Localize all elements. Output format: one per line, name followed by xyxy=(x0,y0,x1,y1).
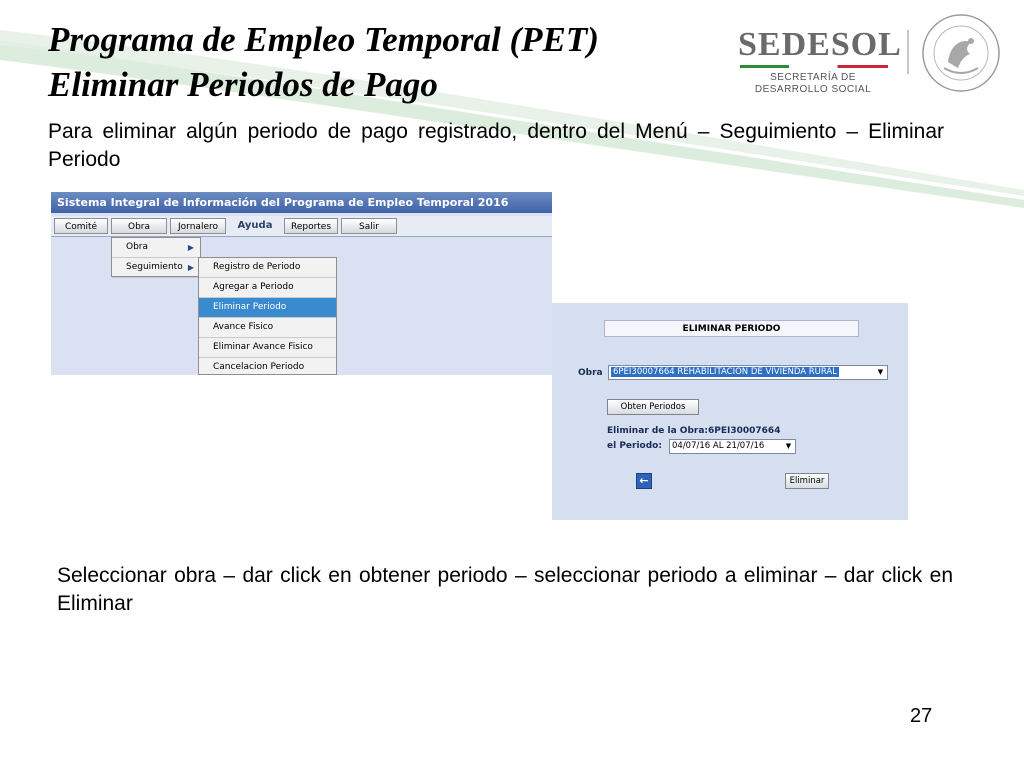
submenu-eliminar-periodo[interactable]: Eliminar Periodo xyxy=(199,298,336,318)
eliminar-obra-label: Eliminar de la Obra:6PEI30007664 xyxy=(607,426,781,436)
periodo-select[interactable] xyxy=(669,439,796,454)
eliminar-periodo-form-screenshot xyxy=(552,303,908,520)
submenu-obra[interactable] xyxy=(112,238,200,258)
submenu-cancelacion-periodo[interactable]: Cancelacion Periodo xyxy=(199,358,336,375)
sedesol-logo xyxy=(738,26,902,98)
menu-screenshot xyxy=(51,192,552,375)
menu-reportes-button[interactable]: Reportes xyxy=(284,218,338,234)
submenu-registro-periodo[interactable]: Registro de Periodo xyxy=(199,258,336,278)
submenu-avance-fisico[interactable]: Avance Fisico xyxy=(199,318,336,338)
dropdown-arrow-icon: ▼ xyxy=(782,440,795,453)
logo-color-bar xyxy=(740,65,888,68)
submenu-seguimiento-label: Seguimiento xyxy=(126,262,183,272)
submenu-eliminar-avance-fisico[interactable]: Eliminar Avance Fisico xyxy=(199,338,336,358)
form-title: ELIMINAR PERIODO xyxy=(604,320,859,337)
intro-paragraph: Para eliminar algún periodo de pago registrado, dentro del Menú – Seguimiento – Eliminar Periodo xyxy=(48,120,944,171)
obra-select-value: 6PEI30007664 REHABILITACION DE VIVIENDA RURAL xyxy=(613,367,837,377)
instructions-paragraph: Seleccionar obra – dar click en obtener periodo – seleccionar periodo a eliminar – dar click en Eliminar xyxy=(57,564,953,615)
obra-select[interactable] xyxy=(608,365,888,380)
back-arrow-icon[interactable]: ← xyxy=(636,473,652,489)
mexico-seal-icon xyxy=(920,12,1002,94)
submenu-obra-label: Obra xyxy=(126,242,149,252)
seguimiento-dropdown xyxy=(198,257,337,375)
logo-subtitle-2: DESARROLLO SOCIAL xyxy=(754,84,872,95)
slide-title-line2: Eliminar Periodos de Pago xyxy=(48,65,438,104)
obten-periodos-button[interactable]: Obten Periodos xyxy=(607,399,699,415)
periodo-label: el Periodo: xyxy=(607,441,662,451)
page-number: 27 xyxy=(910,705,933,727)
slide-title-line1: Programa de Empleo Temporal (PET) xyxy=(48,20,599,59)
chevron-right-icon: ▶ xyxy=(187,243,194,252)
main-menubar xyxy=(51,216,552,237)
logo-divider xyxy=(907,30,909,74)
submenu-seguimiento[interactable] xyxy=(112,258,200,278)
dropdown-arrow-icon: ▼ xyxy=(874,366,887,379)
logo-wordmark: SEDESOL xyxy=(738,26,902,63)
menu-jornalero-button[interactable]: Jornalero xyxy=(170,218,226,234)
menu-ayuda-button[interactable]: Ayuda xyxy=(237,220,273,231)
obra-label: Obra xyxy=(578,368,603,378)
menu-obra-button[interactable]: Obra xyxy=(111,218,167,234)
menu-comite-button[interactable]: Comité xyxy=(54,218,108,234)
system-header: Sistema Integral de Información del Programa de Empleo Temporal 2016 xyxy=(51,192,552,213)
submenu-agregar-periodo[interactable]: Agregar a Periodo xyxy=(199,278,336,298)
periodo-select-value: 04/07/16 AL 21/07/16 xyxy=(672,441,765,451)
eliminar-button[interactable]: Eliminar xyxy=(785,473,829,489)
menu-salir-button[interactable]: Salir xyxy=(341,218,397,234)
obra-dropdown xyxy=(111,237,201,277)
logo-subtitle-1: SECRETARÍA DE xyxy=(770,72,856,83)
chevron-right-icon: ▶ xyxy=(187,263,194,272)
